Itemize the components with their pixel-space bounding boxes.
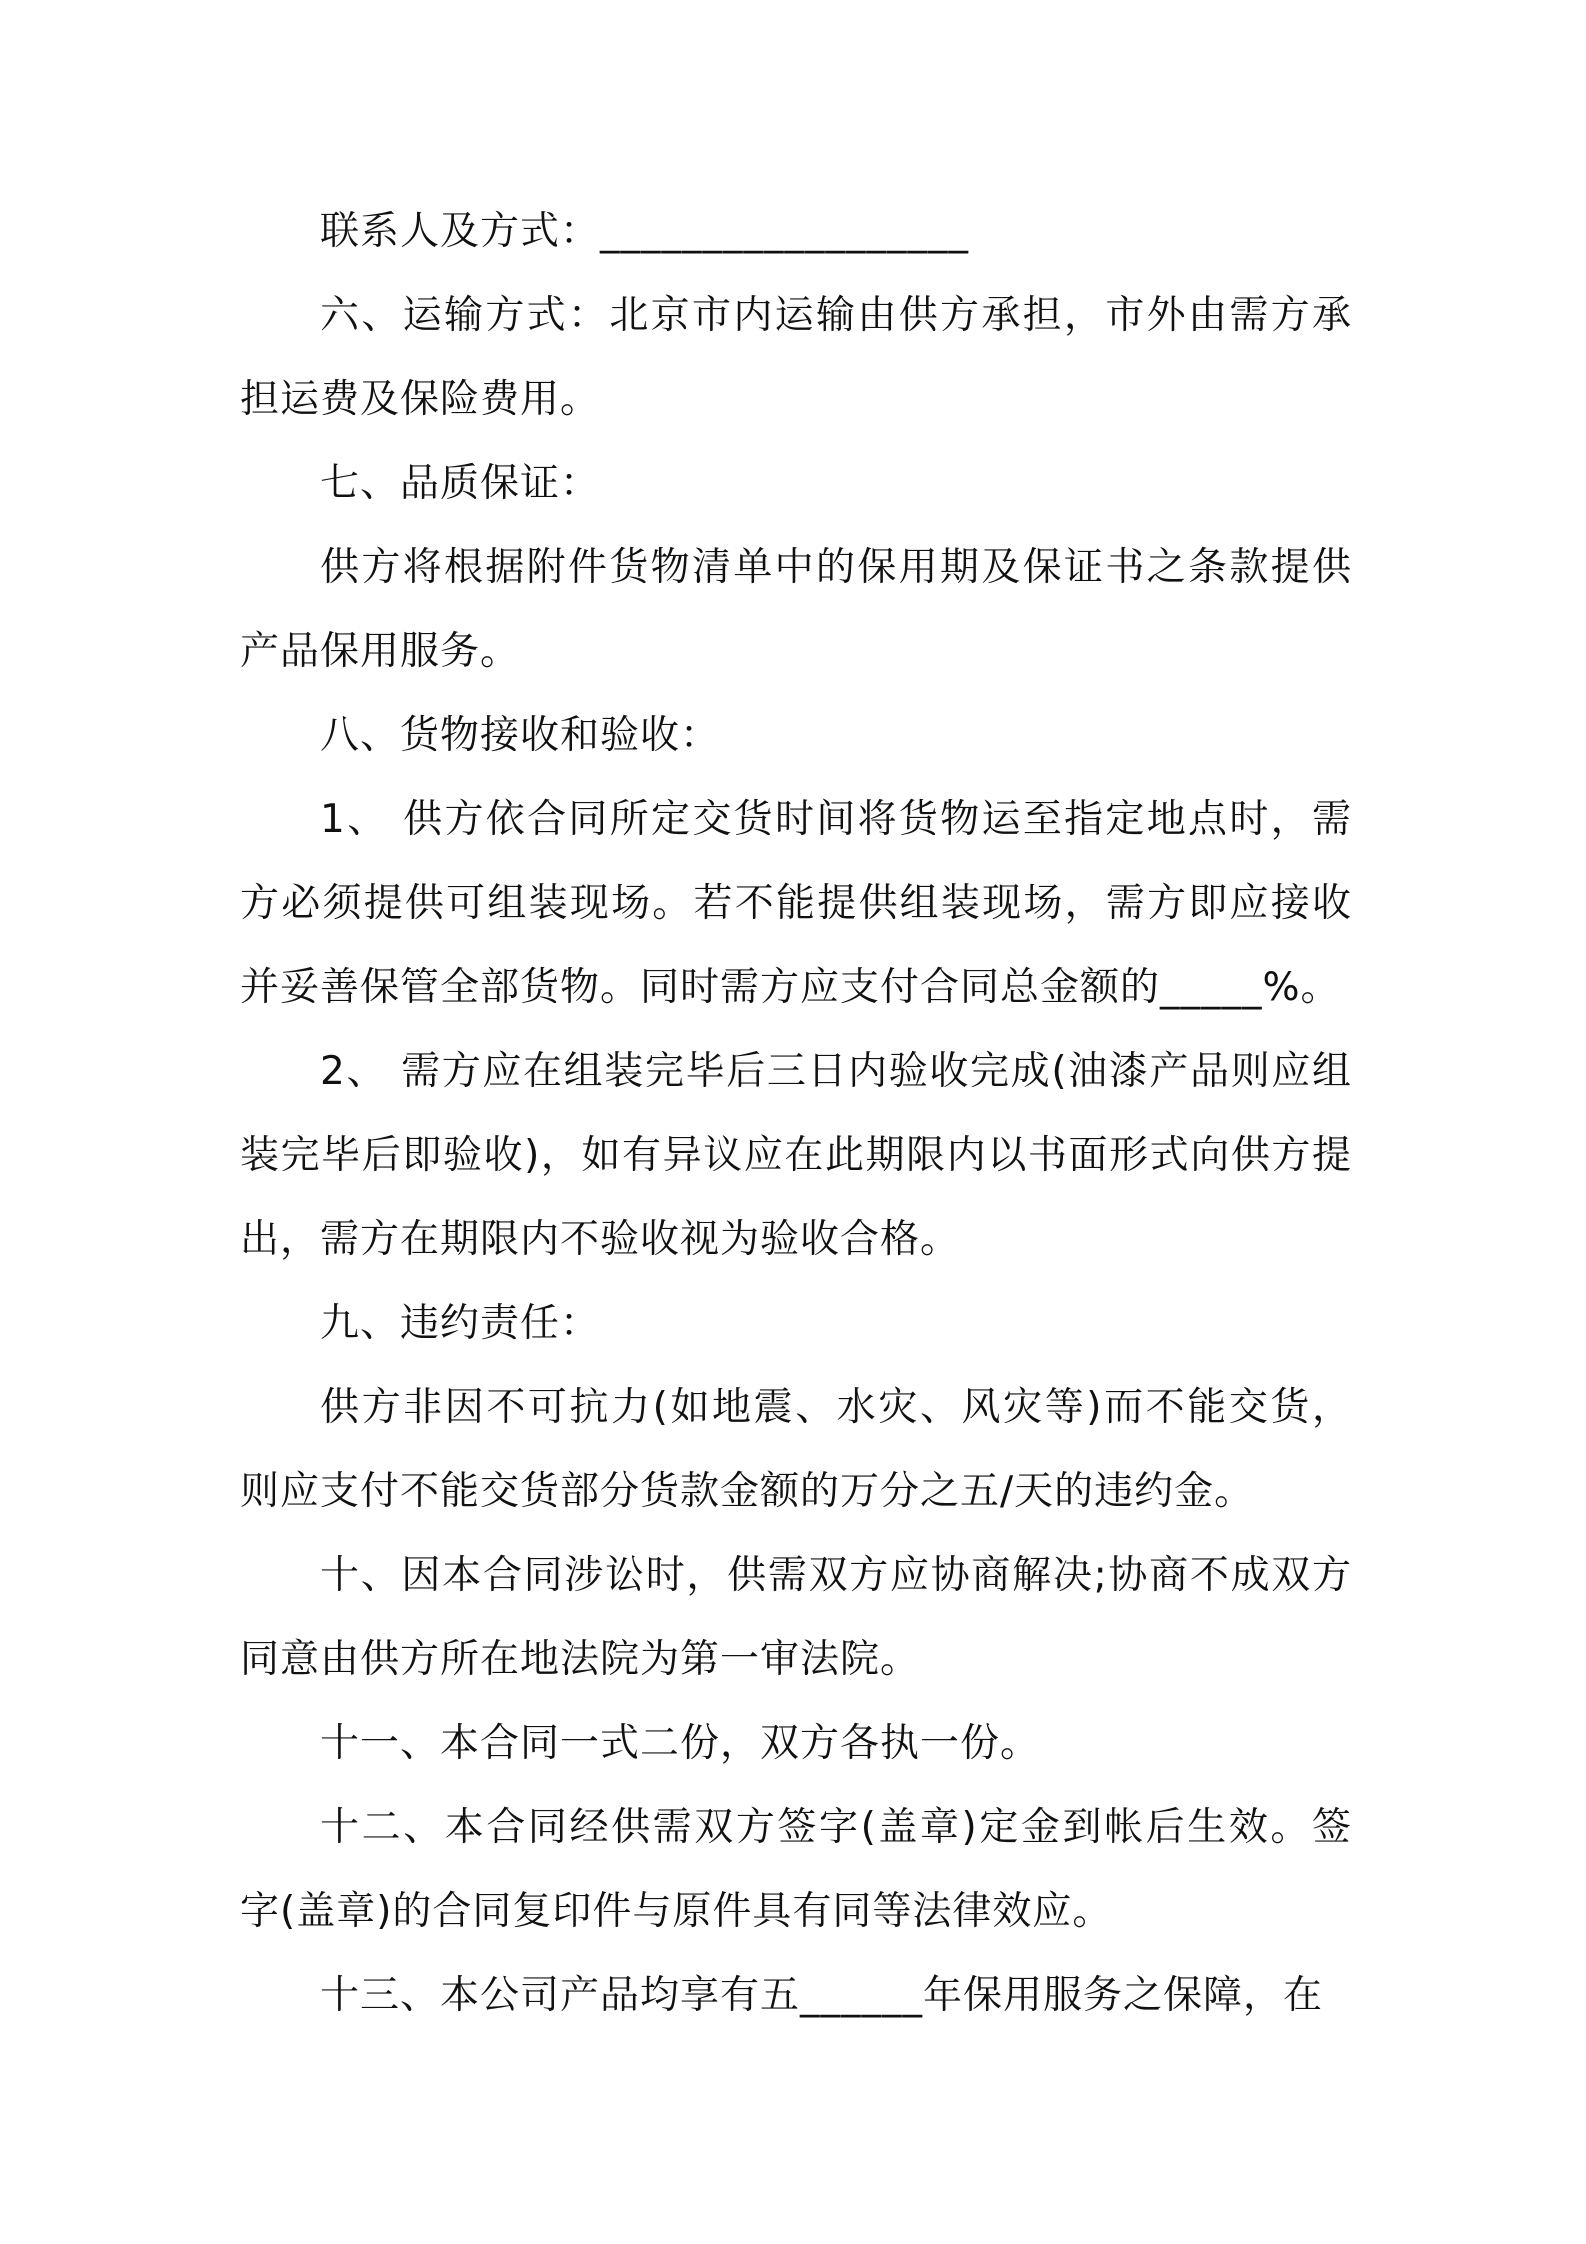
clause-9-body-text: 供方非因不可抗力(如地震、水灾、风灾等)而不能交货，则应支付不能交货部分货款金额的万分之五/天的违约金。 [240, 1385, 1352, 1514]
clause-10-text: 十、因本合同涉讼时，供需双方应协商解决;协商不成双方同意由供方所在地法院为第一审法院。 [240, 1553, 1352, 1682]
clause-9-heading-text: 九、违约责任： [320, 1301, 601, 1346]
clause-12 [240, 1786, 1352, 1954]
document-body [240, 190, 1352, 2038]
contact-line [240, 190, 1352, 274]
clause-8-heading-text: 八、货物接收和验收： [320, 713, 721, 758]
clause-7-body-text: 供方将根据附件货物清单中的保用期及保证书之条款提供产品保用服务。 [240, 545, 1352, 674]
clause-13 [240, 1954, 1352, 2038]
clause-11 [240, 1702, 1352, 1786]
clause-6-text: 六、运输方式：北京市内运输由供方承担，市外由需方承担运费及保险费用。 [240, 293, 1352, 422]
clause-12-text: 十二、本合同经供需双方签字(盖章)定金到帐后生效。签字(盖章)的合同复印件与原件具有同等法律效应。 [240, 1805, 1352, 1934]
clause-9-heading [240, 1282, 1352, 1366]
clause-8-heading [240, 694, 1352, 778]
clause-7-body [240, 526, 1352, 694]
clause-7-heading [240, 442, 1352, 526]
contact-text: 联系人及方式：__________________ [320, 209, 970, 254]
clause-11-text: 十一、本合同一式二份，双方各执一份。 [320, 1721, 1041, 1766]
clause-8-item-2 [240, 1030, 1352, 1282]
clause-6-transport [240, 274, 1352, 442]
clause-8-item-1-text: 1、 供方依合同所定交货时间将货物运至指定地点时，需方必须提供可组装现场。若不能提供组装现场，需方即应接收并妥善保管全部货物。同时需方应支付合同总金额的_____%。 [240, 797, 1352, 1010]
clause-8-item-2-text: 2、 需方应在组装完毕后三日内验收完成(油漆产品则应组装完毕后即验收)，如有异议应在此期限内以书面形式向供方提出，需方在期限内不验收视为验收合格。 [240, 1049, 1352, 1262]
clause-9-body [240, 1366, 1352, 1534]
clause-8-item-1 [240, 778, 1352, 1030]
clause-7-heading-text: 七、品质保证： [320, 461, 601, 506]
clause-10 [240, 1534, 1352, 1702]
clause-13-text: 十三、本公司产品均享有五______年保用服务之保障，在 [320, 1973, 1324, 2018]
